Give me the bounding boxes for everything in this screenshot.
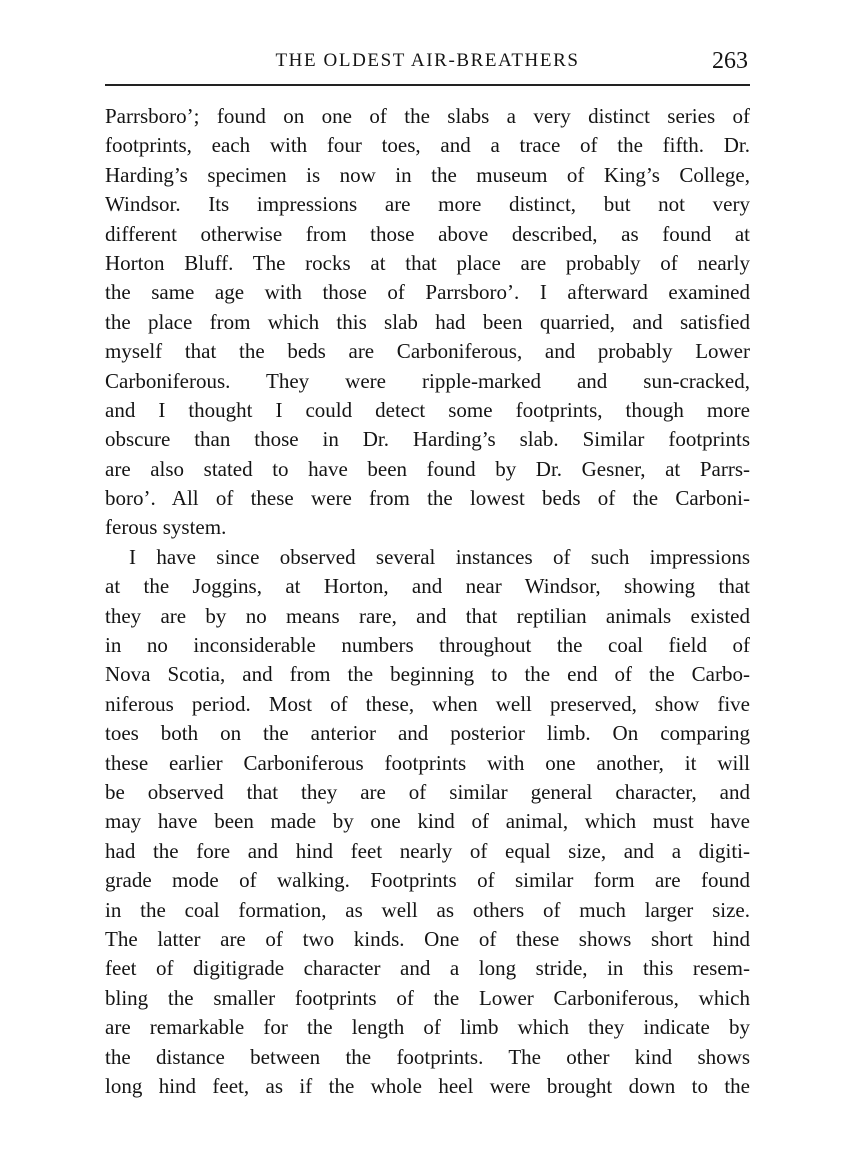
text-line: Harding’s specimen is now in the museum of King’s College, [105, 162, 750, 187]
body-text [105, 102, 750, 1101]
text-line: grade mode of walking. Footprints of similar form are found [105, 868, 750, 893]
text-line: I have since observed several instances of such impressions [129, 544, 750, 569]
paragraph [105, 102, 750, 543]
text-line: these earlier Carboniferous footprints with one another, it will [105, 750, 750, 775]
text-line: obscure than those in Dr. Harding’s slab. Similar footprints [105, 427, 750, 452]
text-line: the place from which this slab had been quarried, and satisfied [105, 309, 750, 334]
text-line: feet of digitigrade character and a long stride, in this resem- [105, 956, 750, 981]
text-line: at the Joggins, at Horton, and near Windsor, showing that [105, 574, 750, 599]
paragraph [105, 543, 750, 1101]
text-line: Nova Scotia, and from the beginning to the end of the Carbo- [105, 662, 750, 687]
text-line: Carboniferous. They were ripple-marked and sun-cracked, [105, 368, 750, 393]
text-line: may have been made by one kind of animal, which must have [105, 809, 750, 834]
text-line: the same age with those of Parrsboro’. I afterward examined [105, 280, 750, 305]
text-line: Horton Bluff. The rocks at that place are probably of nearly [105, 250, 750, 275]
text-line: the distance between the footprints. The other kind shows [105, 1044, 750, 1069]
text-line: The latter are of two kinds. One of these shows short hind [105, 926, 750, 951]
text-line: myself that the beds are Carboniferous, and probably Lower [105, 339, 750, 364]
text-line: niferous period. Most of these, when well preserved, show five [105, 691, 750, 716]
text-line: footprints, each with four toes, and a trace of the fifth. Dr. [105, 133, 750, 158]
text-line: toes both on the anterior and posterior limb. On comparing [105, 721, 750, 746]
text-line: be observed that they are of similar general character, and [105, 779, 750, 804]
text-line: in no inconsiderable numbers throughout the coal field of [105, 633, 750, 658]
text-line: Parrsboro’; found on one of the slabs a very distinct series of [105, 104, 750, 128]
text-line: and I thought I could detect some footprints, though more [105, 397, 750, 422]
running-title: THE OLDEST AIR-BREATHERS [275, 50, 580, 71]
text-line: Windsor. Its impressions are more distinct, but not very [105, 192, 750, 217]
text-line: are remarkable for the length of limb which they indicate by [105, 1015, 750, 1040]
text-line: long hind feet, as if the whole heel were brought down to the [105, 1073, 750, 1098]
text-line: are also stated to have been found by Dr. Gesner, at Parrs- [105, 456, 750, 481]
text-line: in the coal formation, as well as others of much larger size. [105, 897, 750, 922]
text-line: bling the smaller footprints of the Lower Carboniferous, which [105, 985, 750, 1010]
page-number: 263 [712, 48, 748, 74]
running-head [105, 46, 750, 76]
text-line: had the fore and hind feet nearly of equal size, and a digiti- [105, 838, 750, 863]
text-line: they are by no means rare, and that reptilian animals existed [105, 603, 750, 628]
text-line: ferous system. [105, 515, 227, 540]
header-rule [105, 84, 750, 86]
text-line: boro’. All of these were from the lowest beds of the Carboni- [105, 486, 750, 511]
text-line: different otherwise from those above described, as found at [105, 221, 750, 246]
